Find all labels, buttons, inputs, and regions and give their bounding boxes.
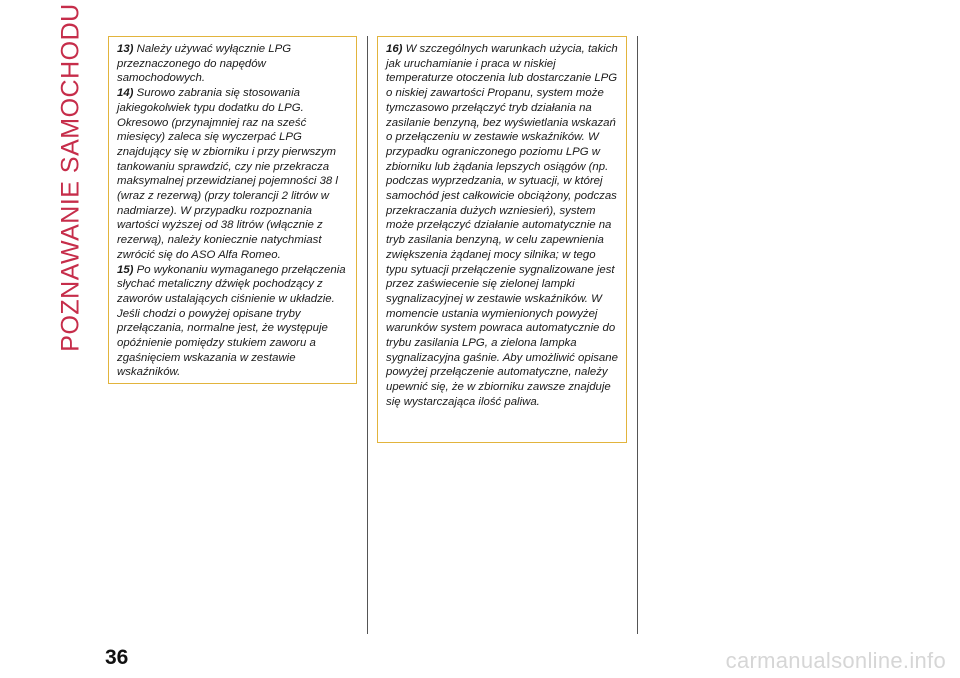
page-number: 36 [105,646,129,669]
note-13 [117,42,348,86]
note-16 [386,42,618,410]
watermark: carmanualsonline.info [725,648,946,673]
note-text: Należy używać wyłącznie LPG przeznaczonego do napędów samochodowych. [117,43,292,85]
note-text: Po wykonaniu wymaganego przełączenia słychać metaliczny dźwięk pochodzący z zaworów ustalających ciśnienie w układzie. Jeśli chodzi o powyżej opisane tryby przełączania, normalne jest, że występuje opóźnienie pomiędzy stukiem zaworu a zgaśnięciem wskazania w zestawie wskaźników. [117,263,346,379]
note-text: W szczególnych warunkach użycia, takich jak uruchamianie i praca w niskiej temperaturze otoczenia lub dostarczanie LPG o niskiej zawartości Propanu, system może tymczasowo przełączyć tryb działania na zasilanie benzyną, bez wyświetlania wskazań o przełączeniu w zestawie wskaźników. W przypadku ograniczonego poziomu LPG w zbiorniku lub żądania lepszych osiągów (np. podczas wyprzedzania, w sytuacji, w której samochód jest całkowicie obciążony, podczas przekraczania dużych wzniesień), system może przełączyć działanie automatycznie na tryb zasilania benzyną, w celu zapewnienia zwiększenia żądanej mocy silnika; w tego typu sytuacji przełączenie sygnalizowane jest przez zaświecenie się zielonej lampki sygnalizacyjnej w zestawie wskaźników. W momencie ustania wymienionych powyżej warunków system powraca automatycznie do trybu zasilania LPG, a zielona lampka sygnalizacyjna gaśnie. Aby umożliwić opisane powyżej przełączenie automatyczne, należy upewnić się, że w zbiorniku zawsze znajduje się wystarczająca ilość paliwa. [386,43,618,408]
column-divider [637,36,638,634]
notes-box-right [377,36,627,443]
column-divider [367,36,368,634]
note-text: Surowo zabrania się stosowania jakiegokolwiek typu dodatku do LPG. Okresowo (przynajmniej raz na sześć miesięcy) zaleca się wyczerpać LPG znajdujący się w zbiorniku i przy pierwszym tankowaniu sprawdzić, czy nie przekracza maksymalnej przewidzianej pojemności 38 l (wraz z rezerwą) (przy tolerancji 2 litrów w nadmiarze). W przypadku rozpoznania wartości wyższej od 38 litrów (włącznie z rezerwą), należy koniecznie natychmiast zwrócić się do ASO Alfa Romeo. [117,87,338,261]
note-number: 15) [117,263,134,276]
note-15 [117,263,348,381]
note-number: 14) [117,87,134,100]
section-title-text: POZNAWANIE SAMOCHODU [56,2,85,352]
note-number: 16) [386,43,403,55]
notes-box-left [108,36,357,384]
note-number: 13) [117,43,134,55]
section-title [56,2,86,352]
note-14 [117,86,348,262]
